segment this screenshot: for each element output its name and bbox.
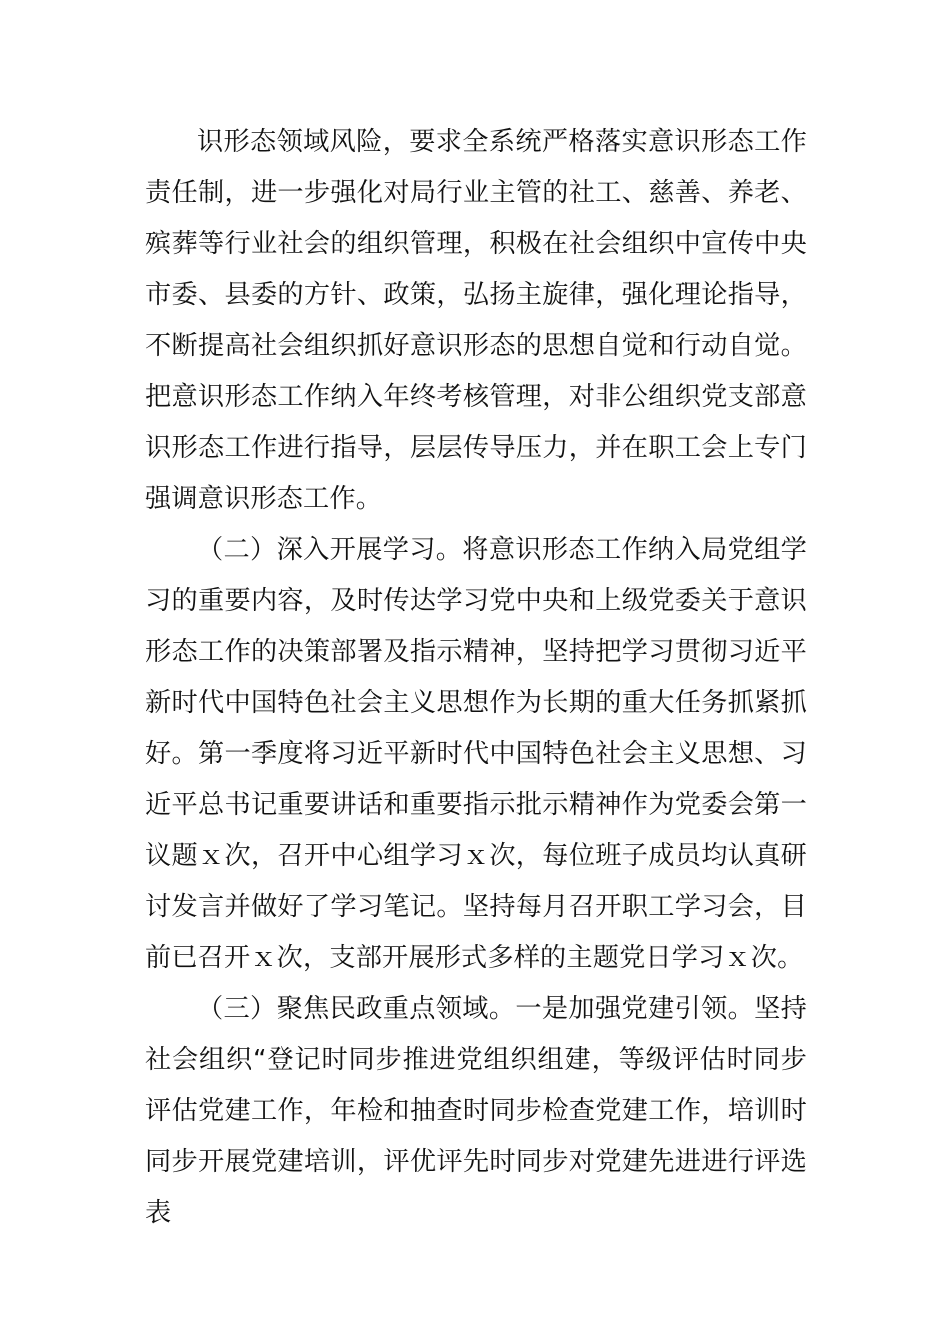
paragraph-civil-affairs-focus: （三）聚焦民政重点领域。一是加强党建引领。坚持社会组织“登记时同步推进党组织组建，等级评估时同步评估党建工作，年检和抽查时同步检查党建工作，培训时同步开展党建培训，评优评先时同步对党建先进进行评选表: [145, 994, 807, 1228]
document-page: [145, 117, 807, 1239]
paragraph-ideology-responsibility: 识形态领域风险，要求全系统严格落实意识形态工作责任制，进一步强化对局行业主管的社工、慈善、养老、殡葬等行业社会的组织管理，积极在社会组织中宣传中央市委、县委的方针、政策，弘扬主旋律，强化理论指导，不断提高社会组织抓好意识形态的思想自觉和行动自觉。把意识形态工作纳入年终考核管理，对非公组织党支部意识形态工作进行指导，层层传导压力，并在职工会上专门强调意识形态工作。: [145, 127, 807, 514]
paragraph-in-depth-study: （二）深入开展学习。将意识形态工作纳入局党组学习的重要内容，及时传达学习党中央和上级党委关于意识形态工作的决策部署及指示精神，坚持把学习贯彻习近平新时代中国特色社会主义思想作为长期的重大任务抓紧抓好。第一季度将习近平新时代中国特色社会主义思想、习近平总书记重要讲话和重要指示批示精神作为党委会第一议题ｘ次，召开中心组学习ｘ次，每位班子成员均认真研讨发言并做好了学习笔记。坚持每月召开职工学习会，目前已召开ｘ次，支部开展形式多样的主题党日学习ｘ次。: [145, 535, 807, 973]
